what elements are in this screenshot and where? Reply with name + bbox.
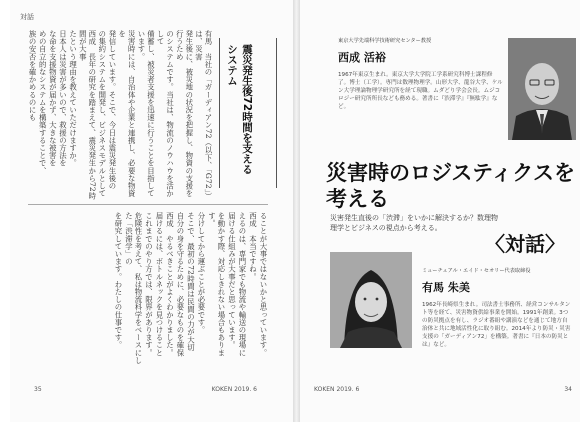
article-title: 災害時のロジスティクスを考える <box>326 160 576 211</box>
text-column: たという理由を教えていただけますか。 <box>68 30 78 167</box>
headline-box <box>219 38 277 188</box>
text-column: これまでのやり方では、限界があります。 <box>144 212 154 357</box>
person-bio-1 <box>338 38 503 111</box>
text-column: 危険性を考えて、私は物流科学をベースにした「渋滞学」の <box>124 212 143 364</box>
text-column: を研究しています。わたしの仕事です。 <box>114 212 123 349</box>
page-number: 35 <box>34 386 42 393</box>
article-bottom-columns <box>28 212 268 367</box>
left-page <box>10 0 293 422</box>
person-bio-2 <box>422 268 572 349</box>
text-column: 発信しています。そこで、今日は震災発生後の <box>107 30 117 190</box>
portrait-photo <box>330 252 412 348</box>
portrait-man-image <box>508 38 576 140</box>
text-column: えるのは、専門家でも物流や輸送の現場に <box>238 212 247 357</box>
gutter <box>293 0 300 422</box>
person-name: 有馬 朱美 <box>422 281 470 294</box>
portrait-woman-image <box>330 252 412 348</box>
text-column: の集約システムを開発し、ビジネスモデルとして <box>97 30 107 198</box>
section-headline: 震災発生後72時間を支えるシステム <box>226 44 253 175</box>
person-name: 西成 活裕 <box>338 51 386 64</box>
text-column: そこで、最初の72時間は民間の力が大切 <box>186 212 196 352</box>
text-column: 西成 本当ですね。 <box>248 212 258 281</box>
person-bio-text: 1962年長崎県生まれ。司法書士事務所、経営コンサルタント等を経て、災害物資供給事業を開始。1991年創業。3つの防災拠点を有し、ラジオ番組や講演などを通じて地方自治体と共に地域活性化に取り組む。2014年より防災・災害支援の「ガーディアン72」を構築。著書に『日本の防災とは』など。 <box>422 302 571 348</box>
text-column: 西成 やるべきことがよくわかりました。 <box>165 212 175 357</box>
text-column: を動かす際、対応しきれない場合もあります。 <box>207 212 226 357</box>
divider <box>28 204 268 205</box>
magazine-name: KOKEN 2019. 6 <box>211 386 257 393</box>
article-top-columns <box>28 30 213 200</box>
magazine-name: KOKEN 2019. 6 <box>314 386 360 393</box>
text-column: 届ける仕組みが大事だと思っています。 <box>227 212 237 349</box>
section-tag: 対話 <box>20 13 34 21</box>
text-column: 族の安否を確かめるのにも <box>28 30 38 122</box>
text-column: 分けしてから運ぶことが必要です。 <box>197 212 206 334</box>
article-subtitle: 災害発生直後の「渋滞」をいかに解決するか？数理物理学とビジネスの視点から考える。 <box>330 214 498 232</box>
text-column: な命を支援物資が届かず、大きな被害を <box>48 30 58 167</box>
text-column: 西成 長年の研究を踏まえて、震災発生から72時間が大事 <box>78 30 97 200</box>
right-page <box>300 0 580 422</box>
page-number: 34 <box>564 386 572 393</box>
text-column: 届けるには、ボトルネックを見つけること <box>155 212 164 357</box>
text-column: めの自立的なシステムを構築することで、 <box>38 30 48 175</box>
text-column: 備蓄し、被災者支援を迅速に行うことを目指しています。 <box>137 30 156 198</box>
text-column: 災害時には、自治体や企業と連携し、必要な物資を <box>117 30 137 198</box>
text-column: 日本人は災害が多いので、救援の方法を <box>58 30 68 167</box>
text-column: 有馬 当社の「ガーディアン72（以下、「G72」）は、災害 <box>194 30 213 197</box>
person-affiliation: 東京大学先端科学技術研究センター教授 <box>338 38 432 44</box>
text-column: のシステムです。当社は、物流のノウハウを活かして <box>156 30 175 198</box>
left-footer <box>34 386 257 393</box>
dialogue-label: 〈対話〉 <box>485 232 565 256</box>
text-column: 自分の身を守るために、必要なものを確保 <box>176 212 185 357</box>
person-bio-text: 1967年東京生まれ。東京大学大学院工学系研究科博士課程修了。博士（工学）。専門は数理物理学。山形大学、龍谷大学、ケルン大学理論物理学研究所を経て現職。ムダどり学会会長。ムジコロジー研究所所長なども務める。著書に『渋滞学』『無駄学』など。 <box>338 72 503 110</box>
portrait-photo <box>508 38 576 140</box>
person-affiliation: ミューチュアル・エイド・セオリー代表取締役 <box>422 268 531 274</box>
text-column: ることが大事ではないかと思っています。 <box>259 212 268 357</box>
right-footer <box>314 386 572 393</box>
text-column: 発生後に、被災地の状況を把握し、物資の支援を行うため <box>175 30 194 198</box>
